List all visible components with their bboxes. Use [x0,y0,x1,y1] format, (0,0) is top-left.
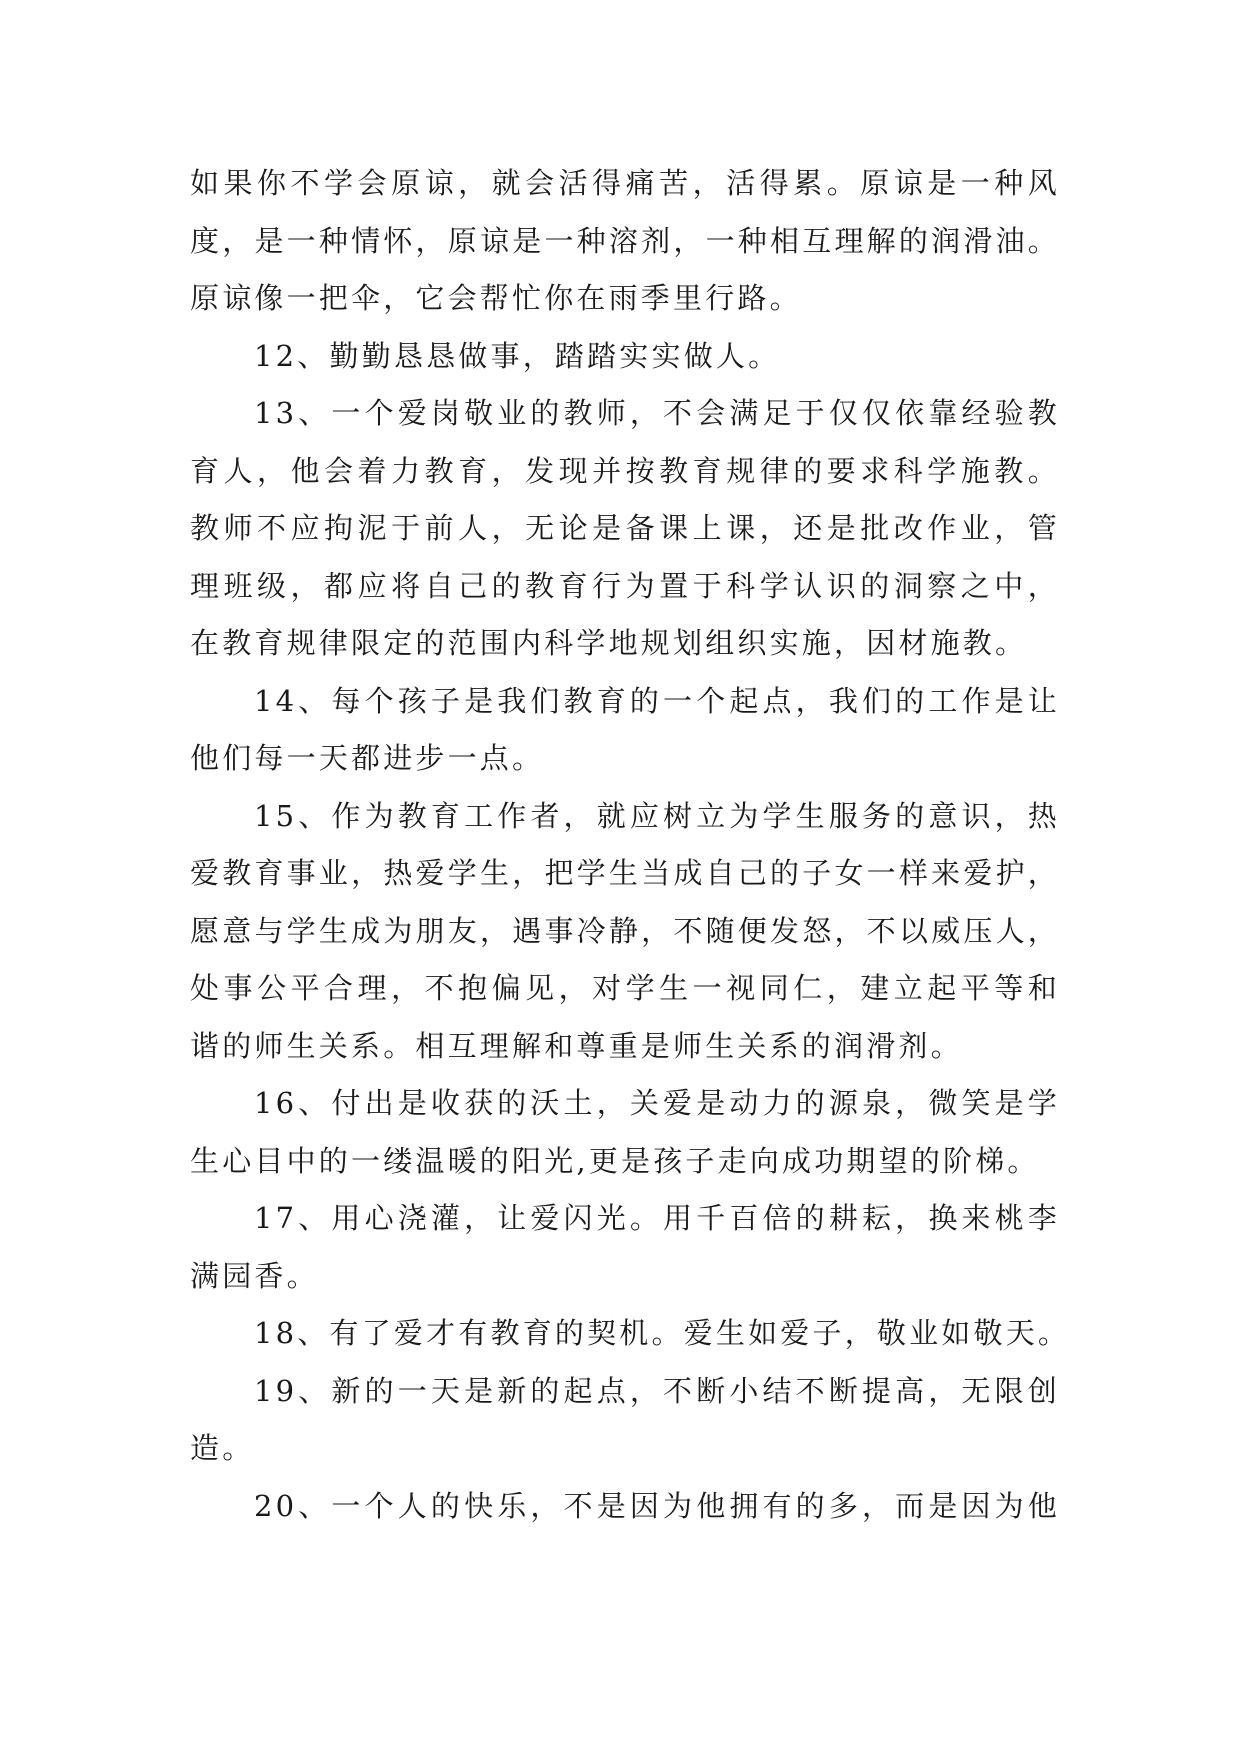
paragraph-p18 [190,1305,1071,1363]
text-line: 如果你不学会原谅，就会活得痛苦，活得累。原谅是一种风 [190,166,1060,200]
paragraph-p14 [190,673,1060,788]
text-line: 造。 [190,1431,255,1465]
text-line: 生心目中的一缕温暖的阳光,更是孩子走向成功期望的阶梯。 [190,1143,1040,1178]
paragraph-p12 [190,328,1060,386]
paragraph-p17 [190,1190,1060,1305]
text-line: 爱教育事业，热爱学生，把学生当成自己的子女一样来爱护， [190,856,1060,890]
paragraph-p15 [190,788,1060,1076]
paragraph-p19 [190,1363,1060,1478]
text-line: 12、勤勤恳恳做事，踏踏实实做人。 [254,338,781,373]
text-line: 满园香。 [190,1258,319,1293]
text-line: 14、每个孩子是我们教育的一个起点，我们的工作是让 [254,683,1060,718]
text-line: 度，是一种情怀，原谅是一种溶剂，一种相互理解的润滑油。 [190,223,1060,258]
text-line: 理班级，都应将自己的教育行为置于科学认识的洞察之中， [190,568,1060,603]
paragraph-p16 [190,1075,1060,1190]
text-line: 处事公平合理，不抱偏见，对学生一视同仁，建立起平等和 [190,971,1060,1005]
text-line: 15、作为教育工作者，就应树立为学生服务的意识，热 [254,798,1060,833]
text-line: 20、一个人的快乐，不是因为他拥有的多，而是因为他 [254,1488,1060,1523]
text-line: 他们每一天都进步一点。 [190,741,545,775]
text-line: 13、一个爱岗敬业的教师，不会满足于仅仅依靠经验教 [254,396,1060,430]
text-line: 17、用心浇灌，让爱闪光。用千百倍的耕耘，换来桃李 [254,1201,1060,1235]
text-line: 在教育规律限定的范围内科学地规划组织实施，因材施教。 [190,626,1028,660]
text-line: 育人，他会着力教育，发现并按教育规律的要求科学施教。 [190,453,1060,488]
paragraph-p13 [190,385,1060,673]
text-line: 愿意与学生成为朋友，遇事冷静，不随便发怒，不以威压人， [190,913,1060,948]
text-line: 教师不应拘泥于前人，无论是备课上课，还是批改作业，管 [190,511,1060,545]
text-line: 原谅像一把伞，它会帮忙你在雨季里行路。 [190,281,802,315]
paragraph-p11-tail [190,155,1060,328]
text-line: 18、有了爱才有教育的契机。爱生如爱子，敬业如敬天。 [254,1316,1071,1350]
text-line: 谐的师生关系。相互理解和尊重是师生关系的润滑剂。 [190,1028,963,1063]
paragraph-p20 [190,1478,1060,1536]
document-body [190,155,1071,1535]
text-line: 16、付出是收获的沃土，关爱是动力的源泉，微笑是学 [254,1086,1060,1120]
text-line: 19、新的一天是新的起点，不断小结不断提高，无限创 [254,1373,1060,1408]
